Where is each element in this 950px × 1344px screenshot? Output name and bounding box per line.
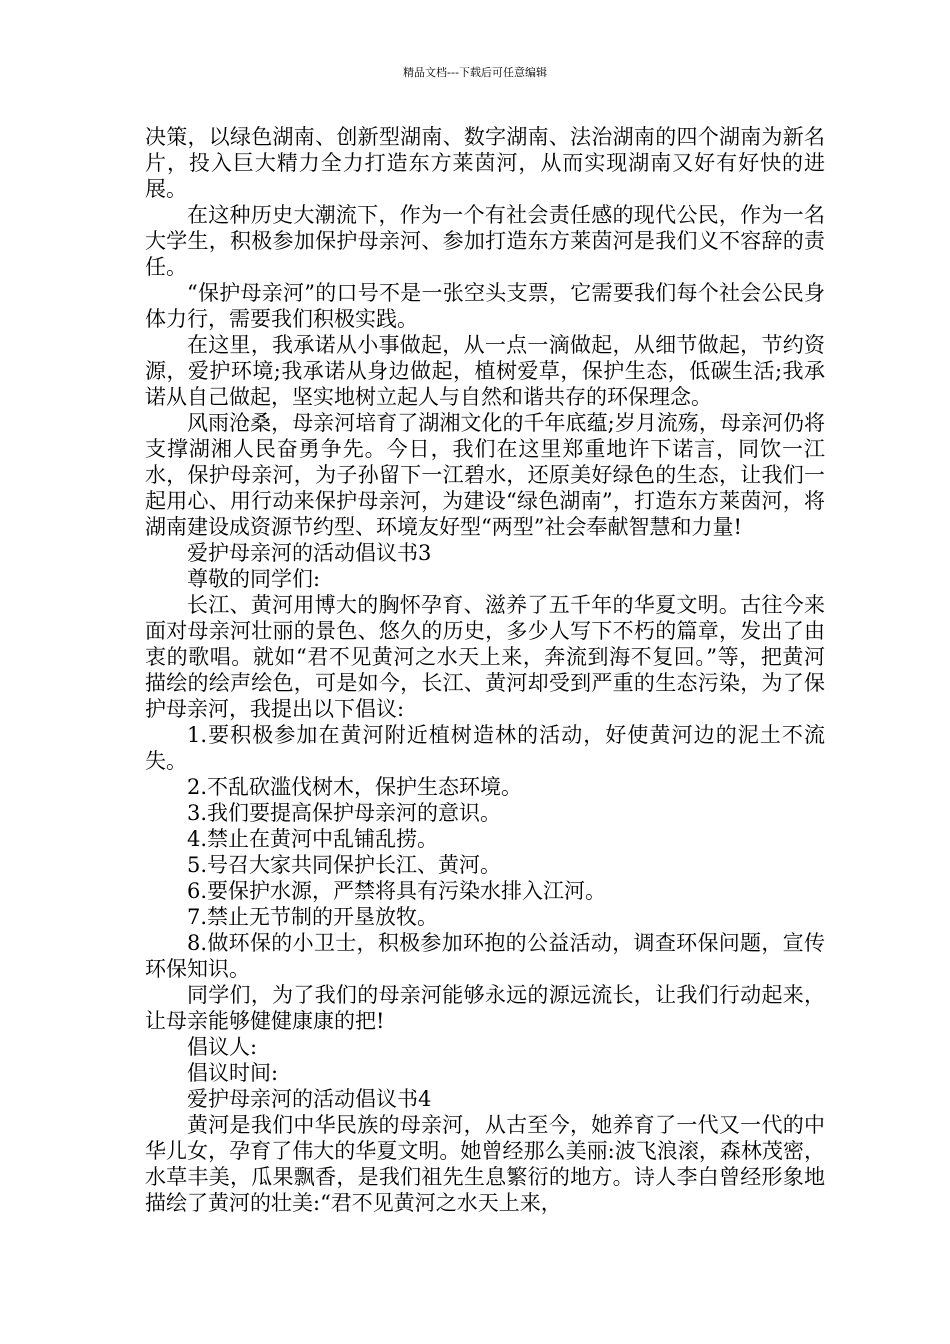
paragraph: 3.我们要提高保护母亲河的意识。	[187, 801, 502, 825]
paragraph: 爱护母亲河的活动倡议书4	[187, 1087, 432, 1111]
paragraph: 7.禁止无节制的开垦放牧。	[187, 905, 439, 929]
page-header: 精品文档---下载后可任意编辑	[403, 66, 547, 79]
paragraph: “保护母亲河”的口号不是一张空头支票，它需要我们每个社会公民身体力行，需要我们积极实践。	[145, 281, 825, 331]
paragraph: 尊敬的同学们:	[187, 567, 321, 591]
paragraph: 倡议时间:	[187, 1061, 279, 1085]
paragraph: 在这里，我承诺从小事做起，从一点一滴做起，从细节做起，节约资源，爱护环境;我承诺从身边做起，植树爱草，保护生态，低碳生活;我承诺从自己做起，坚实地树立起人与自然和谐共存的环保理念。	[145, 333, 825, 409]
paragraph: 2.不乱砍滥伐树木，保护生态环境。	[187, 775, 523, 799]
paragraph: 8.做环保的小卫士，积极参加环抱的公益活动，调查环保问题，宣传环保知识。	[145, 931, 825, 981]
document-body	[145, 124, 825, 1216]
paragraph: 1.要积极参加在黄河附近植树造林的活动，好使黄河边的泥土不流失。	[145, 723, 825, 773]
paragraph: 黄河是我们中华民族的母亲河，从古至今，她养育了一代又一代的中华儿女，孕育了伟大的华夏文明。她曾经那么美丽:波飞浪滚，森林茂密，水草丰美，瓜果飘香，是我们祖先生息繁衍的地方。诗人李白曾经形象地描绘了黄河的壮美:“君不见黄河之水天上来，	[145, 1113, 825, 1215]
paragraph: 同学们，为了我们的母亲河能够永远的源远流长，让我们行动起来，让母亲能够健健康康的把!	[145, 983, 825, 1033]
paragraph: 长江、黄河用博大的胸怀孕育、滋养了五千年的华夏文明。古往今来面对母亲河壮丽的景色、悠久的历史，多少人写下不朽的篇章，发出了由衷的歌唱。就如“君不见黄河之水天上来，奔流到海不复回。”等，把黄河描绘的绘声绘色，可是如今，长江、黄河却受到严重的生态污染，为了保护母亲河，我提出以下倡议:	[145, 593, 825, 721]
paragraph: 在这种历史大潮流下，作为一个有社会责任感的现代公民，作为一名大学生，积极参加保护母亲河、参加打造东方莱茵河是我们义不容辞的责任。	[145, 203, 825, 279]
paragraph: 爱护母亲河的活动倡议书3	[187, 541, 432, 565]
paragraph: 5.号召大家共同保护长江、黄河。	[187, 853, 502, 877]
paragraph: 4.禁止在黄河中乱铺乱捞。	[187, 827, 439, 851]
paragraph: 6.要保护水源，严禁将具有污染水排入江河。	[187, 879, 607, 903]
paragraph: 决策，以绿色湖南、创新型湖南、数字湖南、法治湖南的四个湖南为新名片，投入巨大精力全力打造东方莱茵河，从而实现湖南又好有好快的进展。	[145, 125, 825, 201]
paragraph: 倡议人:	[187, 1035, 258, 1059]
paragraph: 风雨沧桑，母亲河培育了湖湘文化的千年底蕴;岁月流殇，母亲河仍将支撑湖湘人民奋勇争先。今日，我们在这里郑重地许下诺言，同饮一江水，保护母亲河，为子孙留下一江碧水，还原美好绿色的生态，让我们一起用心、用行动来保护母亲河，为建设“绿色湖南”，打造东方莱茵河，将湖南建设成资源节约型、环境友好型“两型”社会奉献智慧和力量!	[145, 411, 825, 539]
